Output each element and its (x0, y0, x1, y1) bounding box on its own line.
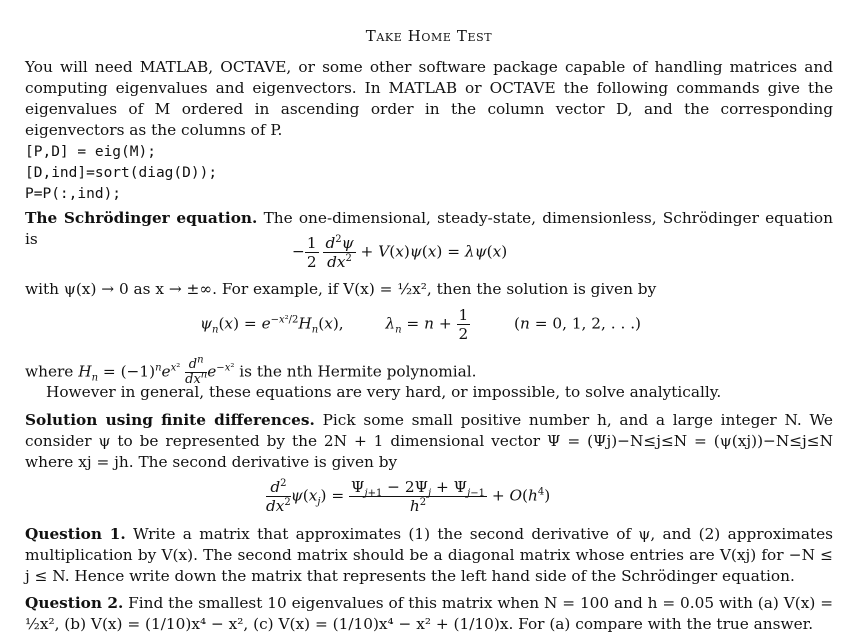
question-text: Write a matrix that approximates (1) the second derivative of ψ, and (2) approximates multiplication by V(x). The second matrix should be a diagonal matrix whose entries are V(xj) for −N ≤ j ≤ N. Hence write down the matrix that represents the left hand side of the Schrödinger equation. (25, 525, 833, 585)
schrodinger-equation: − $\frac{1}{2}$ $\frac{d^2\psi}{dx^2}$ + V(x)ψ(x) = λψ(x) (292, 233, 508, 271)
example-paragraph: with ψ(x) → 0 as x → ±∞. For example, if V(x) = ½x², then the solution is given by (25, 280, 657, 298)
hermite-text: is the nth Hermite polynomial. (239, 362, 477, 381)
hermite-line: where $H_n = (-1)^ne^{x^2}$ $\frac{d^n}{dx^n}$ $e^{-x^2}$ is the nth Hermite polynomial. (25, 354, 477, 387)
question-heading: Question 1. (25, 525, 126, 543)
question-1 (25, 524, 833, 587)
section-heading: Solution using finite differences. (25, 411, 315, 429)
harmonic-solution: $\psi_n(x) = e^{-x^2/2}H_n(x)$, $\lambda_n = n$ + $\frac{1}{2}$ (n = 0, 1, 2, . . .) (200, 306, 642, 343)
code-line-3: P=P(:,ind); (25, 186, 122, 202)
section-text: Pick some small positive number h, and a large integer N. We consider ψ to be represented by the 2N + 1 dimensional vector Ψ = (Ψj)−N≤j≤N = (ψ(xj))−N≤j≤N where xj = jh. The second derivative is given by (25, 411, 833, 471)
code-line-1: [P,D] = eig(M); (25, 144, 156, 160)
section-finite-differences (25, 410, 833, 473)
intro-paragraph: You will need MATLAB, OCTAVE, or some other software package capable of handling matrices and computing eigenvalues and eigenvectors. In MATLAB or OCTAVE the following commands give the eigenvalues of M ordered in ascending order in the column vector D, and the corresponding eigenvectors as the columns of P. (25, 58, 833, 139)
section-text: The one-dimensional, steady-state, dimensionless, Schrödinger equation is (25, 209, 833, 248)
page-title: Take Home Test (365, 27, 493, 45)
question-2 (25, 593, 833, 635)
question-heading: Question 2. (25, 594, 124, 612)
section-heading: The Schrödinger equation. (25, 209, 258, 227)
general-paragraph: However in general, these equations are very hard, or impossible, to solve analytically. (46, 383, 722, 401)
finite-difference-equation: $\frac{d^2}{dx^2}$ $\psi(x_j)$ = $\frac{\Psi_{j+1} - 2\Psi_j + \Psi_{j-1}}{h^2}$ + $O(h^4)$ (266, 477, 551, 515)
question-text: Find the smallest 10 eigenvalues of this matrix when N = 100 and h = 0.05 with (a) V(x) = ½x², (b) V(x) = (1/10)x⁴ − x², (c) V(x) = (1/10)x⁴ − x² + (1/10)x. For (a) compare with the true answer. (25, 594, 834, 633)
hermite-lead: where (25, 362, 74, 381)
code-line-2: [D,ind]=sort(diag(D)); (25, 165, 218, 181)
